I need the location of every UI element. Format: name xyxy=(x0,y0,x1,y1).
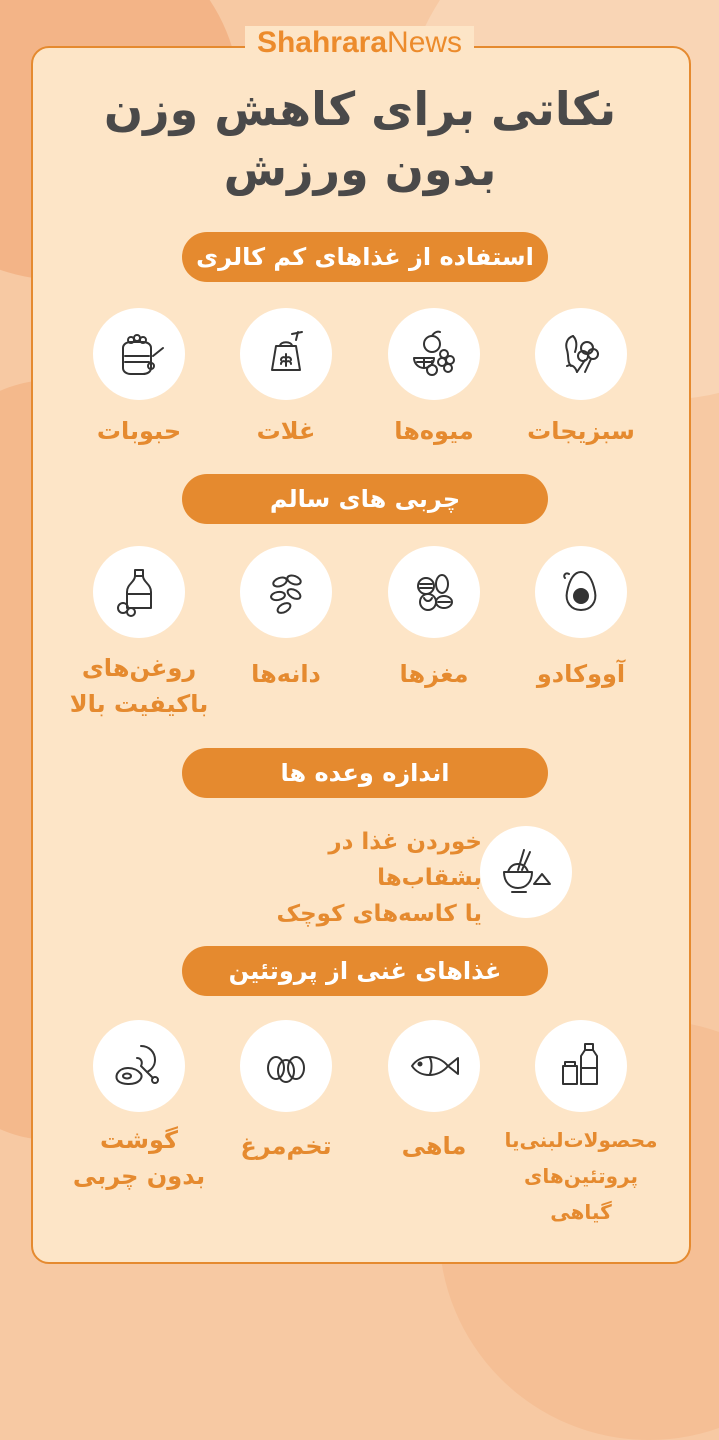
page-title-line1: نکاتی برای کاهش وزن xyxy=(103,82,617,136)
item-label-vegetables: سبزیجات xyxy=(527,417,635,445)
dairy-bottles-icon xyxy=(535,1020,627,1112)
item-label-nuts: مغزها xyxy=(399,660,469,688)
item-label-fish: ماهی xyxy=(401,1132,467,1160)
fruits-icon xyxy=(388,308,480,400)
vegetables-icon xyxy=(535,308,627,400)
item-label-lean-meat-line1: گوشت xyxy=(99,1126,178,1154)
section-heading-healthy-fats: چربی های سالم xyxy=(182,474,548,524)
nuts-icon xyxy=(388,546,480,638)
brand-regular: News xyxy=(387,26,463,59)
seeds-icon xyxy=(240,546,332,638)
section-heading-protein: غذاهای غنی از پروتئین xyxy=(182,946,548,996)
legumes-sack-icon xyxy=(93,308,185,400)
oil-bottle-icon xyxy=(93,546,185,638)
item-label-oils-line1: روغن‌های xyxy=(81,654,197,682)
fish-icon xyxy=(388,1020,480,1112)
item-label-fruits: میوه‌ها xyxy=(394,417,474,445)
item-label-lean-meat-line2: بدون چربی xyxy=(72,1162,206,1190)
item-label-avocado: آووکادو xyxy=(536,660,626,688)
item-label-dairy-line2: پروتئین‌های گیاهی xyxy=(524,1164,638,1224)
item-label-grains: غلات xyxy=(256,417,316,445)
item-label-seeds: دانه‌ها xyxy=(251,660,321,688)
item-label-oils xyxy=(54,650,224,722)
small-bowl-icon xyxy=(480,826,572,918)
eggs-icon xyxy=(240,1020,332,1112)
item-label-dairy-line1: محصولات‌لبنی‌یا xyxy=(504,1128,658,1152)
page-title-line2: بدون ورزش xyxy=(223,142,497,196)
section-heading-portion-size: اندازه وعده ها xyxy=(182,748,548,798)
item-label-legumes: حبوبات xyxy=(96,417,182,445)
portion-tip-line2: یا کاسه‌های کوچک xyxy=(276,901,482,927)
item-label-lean-meat xyxy=(54,1122,224,1194)
item-label-dairy xyxy=(496,1122,666,1230)
brand-logo xyxy=(0,26,719,60)
section-heading-low-calorie: استفاده از غذاهای کم کالری xyxy=(182,232,548,282)
avocado-icon xyxy=(535,546,627,638)
grain-bag-icon xyxy=(240,308,332,400)
portion-tip-line1: خوردن غذا در بشقاب‌ها xyxy=(328,829,482,891)
brand-bold: Shahrara xyxy=(256,26,388,59)
lean-meat-icon xyxy=(93,1020,185,1112)
item-label-eggs: تخم‌مرغ xyxy=(240,1132,332,1160)
item-label-oils-line2: باکیفیت بالا xyxy=(69,690,209,718)
portion-tip-text xyxy=(232,824,482,932)
